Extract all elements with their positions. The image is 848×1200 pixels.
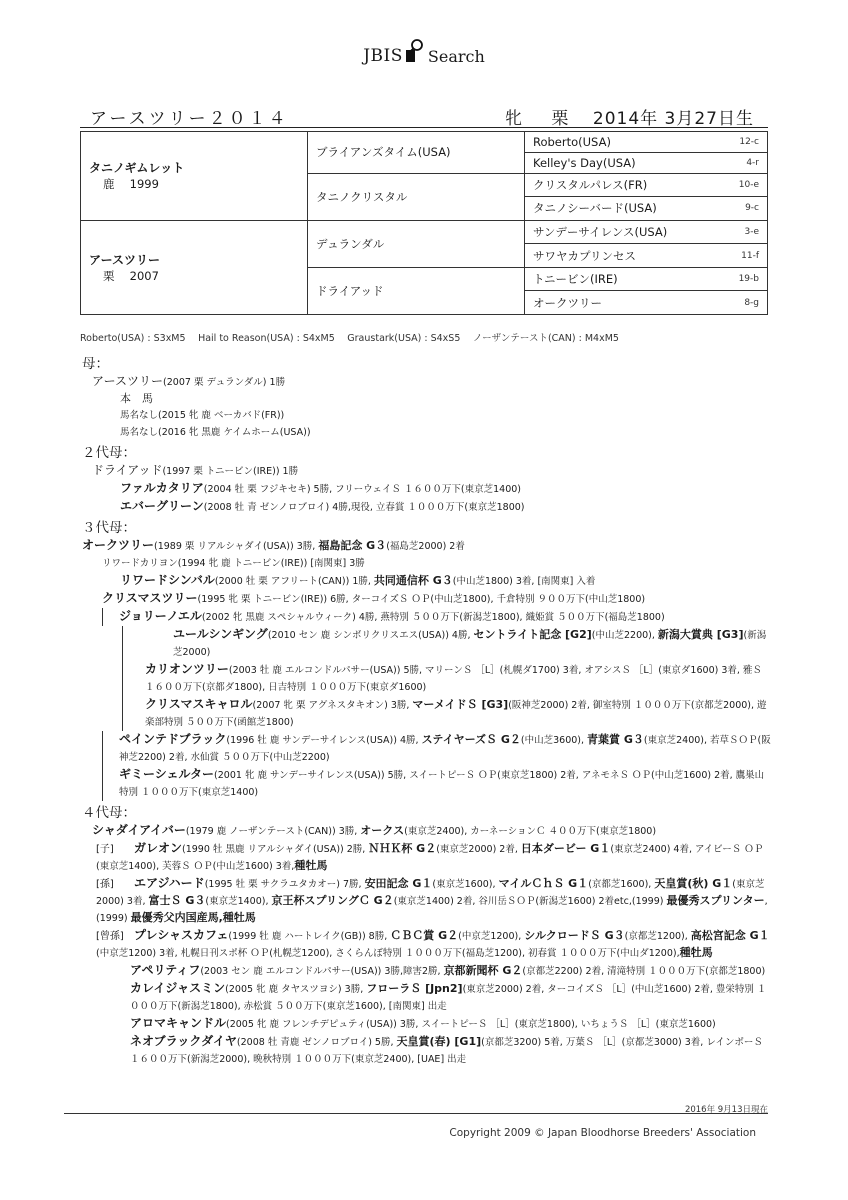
footer-rule [64, 1113, 768, 1114]
family-entry: ジョリーノエル(2002 牝 黒鹿 スペシャルウィーク) 4勝, 燕特別 ５００万下(新潟芝1800), 織姫賞 ５００万下(福島芝1800) [102, 608, 772, 626]
family-entry: リワードカリヨン(1994 牝 鹿 トニービン(IRE)) [南関東] 3勝 [102, 558, 365, 569]
family-entry: アペリティフ(2003 セン 鹿 エルコンドルパサー(USA)) 3勝,障害2勝, 京都新聞杯 G２(京都芝2200) 2着, 清滝特別 １０００万下(京都芝1800) [130, 963, 766, 977]
ggp-name: Kelley's Day(USA) [533, 155, 636, 170]
section-dam: 母： [82, 356, 109, 372]
ggp-name: サワヤカプリンセス [533, 248, 637, 263]
family-entry: ユールシンギング(2010 セン 鹿 シンボリクリスエス(USA)) 4勝, セントライト記念 [G2](中山芝2200), 新潟大賞典 [G3](新潟芝2000) [122, 626, 772, 661]
pedigree-table [80, 131, 768, 315]
ggp-cell-1 [525, 132, 768, 153]
family-entry: エバーグリーン(2008 牡 青 ゼンノロブロイ) 4勝,現役, 立春賞 １０００万下(東京芝1800) [120, 499, 525, 513]
family-number: 3-e [744, 226, 759, 237]
logo-word: Search [427, 47, 485, 66]
family-entry: アロマキャンドル(2005 牝 鹿 フレンチデピュティ(USA)) 3勝, スイートピーＳ ［L］(東京芝1800), いちょうＳ ［L］(東京芝1600) [130, 1016, 716, 1030]
dam-info: 栗 2007 [103, 268, 159, 283]
family-entry: ギミーシェルター(2001 牝 鹿 サンデーサイレンス(USA)) 5勝, スイートピーＳ ＯＰ(東京芝1800) 2着, アネモネＳ ＯＰ(中山芝1600) 2着, 鷹巣山特別 １０００万下(東京芝1400) [102, 766, 772, 801]
family-number: 19-b [738, 274, 759, 285]
sire-cell [81, 132, 308, 221]
ggp-name: サンデーサイレンス(USA) [533, 224, 668, 239]
section-second-dam: ２代母： [82, 445, 136, 461]
family-entry: 本 馬 [120, 392, 153, 405]
family-number: 4-r [746, 157, 759, 168]
family-number: 10-e [738, 179, 759, 190]
family-entry: ドライアッド(1997 栗 トニービン(IRE)) 1勝 [92, 463, 299, 477]
family-number: 9-c [745, 203, 759, 214]
ggp-cell-2 [525, 152, 768, 173]
dam-dam-cell: ドライアッド [308, 267, 525, 314]
jbis-search-logo [0, 40, 848, 66]
family-number: 12-c [739, 136, 759, 147]
family-entry: カリオンツリー(2003 牡 鹿 エルコンドルパサー(USA)) 5勝, マリーンＳ ［L］(札幌ダ1700) 3着, オアシスＳ ［L］(東京ダ1600) 3着, 雅Ｓ １６００万下(京都ダ1800), 日吉特別 １０００万下(東京ダ1600) [122, 661, 772, 696]
family-entry: [子] ガレオン(1990 牡 黒鹿 リアルシャダイ(USA)) 2勝, ＮＨＫ杯 G２(東京芝2000) 2着, 日本ダービー G１(東京芝2400) 4着, アイビーＳ ＯＰ(東京芝1400), 芙蓉Ｓ ＯＰ(中山芝1600) 3着,種牡馬 [96, 841, 764, 872]
family-number: 11-f [741, 250, 759, 261]
ggp-name: オークツリー [533, 295, 602, 310]
dam-cell [81, 220, 308, 314]
sire-info: 鹿 1999 [103, 177, 159, 192]
family-entry: リワードシンバル(2000 牡 栗 アフリート(CAN)) 1勝, 共同通信杯 G３(中山芝1800) 3着, [南関東] 入着 [120, 573, 596, 587]
ggp-cell-3 [525, 173, 768, 197]
family-entry: ファルカタリア(2004 牡 栗 フジキセキ) 5勝, フリーウェイＳ １６００万下(東京芝1400) [120, 481, 521, 495]
family-entry: オークツリー(1989 栗 リアルシャダイ(USA)) 3勝, 福島記念 G３(福島芝2000) 2着 [82, 538, 465, 552]
horse-sex-color: 牝 栗 [505, 109, 581, 129]
family-entry: ネオブラックダイヤ(2008 牡 青鹿 ゼンノロブロイ) 5勝, 天皇賞(春) [G1](京都芝3200) 5着, 万葉Ｓ ［L］(京都芝3000) 3着, レインボーＳ １６００万下(新潟芝2000), 晩秋特別 １０００万下(東京芝2400), [UAE] 出走 [130, 1034, 763, 1065]
ggp-cell-5 [525, 220, 768, 244]
dam-sire-cell: デュランダル [308, 220, 525, 267]
ggp-cell-7 [525, 267, 768, 291]
header-rule [80, 127, 768, 128]
family-entry: クリスマスキャロル(2007 牝 栗 アグネスタキオン) 3勝, マーメイドＳ [G3](阪神芝2000) 2着, 御室特別 １０００万下(京都芝2000), 遊楽部特別 ５００万下(函館芝1800) [122, 696, 772, 731]
family-number: 8-g [744, 297, 759, 308]
family-entry: クリスマスツリー(1995 牝 栗 トニービン(IRE)) 6勝, ターコイズＳ ＯＰ(中山芝1800), 千倉特別 ９００万下(中山芝1800) [102, 591, 646, 605]
ggp-name: トニービン(IRE) [533, 272, 618, 287]
family-entry: [孫] エアジハード(1995 牡 栗 サクラユタカオー) 7勝, 安田記念 G１(東京芝1600), マイルＣｈＳ G１(京都芝1600), 天皇賞(秋) G１(東京芝2000) 3着, 富士Ｓ G３(東京芝1400), 京王杯スプリングＣ G２(東京芝1400) 2着, 谷川岳ＳＯＰ(新潟芝1600) 2着etc,(1999) 最優秀スプリンター,(1999) 最優秀父内国産馬,種牡馬 [96, 876, 768, 924]
family-tree [82, 352, 772, 1068]
section-fourth-dam: ４代母： [82, 805, 136, 821]
ggp-name: クリスタルパレス(FR) [533, 177, 648, 192]
ggp-name: タニノシーバード(USA) [533, 201, 657, 216]
family-entry: シャダイアイバー(1979 鹿 ノーザンテースト(CAN)) 3勝, オークス(東京芝2400), カーネーションＣ ４００万下(東京芝1800) [92, 823, 657, 837]
family-entry: [曾孫] プレシャスカフェ(1999 牡 鹿 ハートレイク(GB)) 8勝, ＣＢＣ賞 G２(中京芝1200), シルクロードＳ G３(京都芝1200), 高松宮記念 G１(中京芝1200) 3着, 札幌日刊スポ杯 ＯＰ(札幌芝1200), さくらんぼ特別 １０００万下(福島芝1200), 初春賞 １０００万下(中山ダ1200),種牡馬 [96, 928, 770, 959]
ggp-cell-8 [525, 291, 768, 315]
sire-dam-cell: タニノクリスタル [308, 173, 525, 220]
as-of-date: 2016年 9月13日現在 [684, 1105, 768, 1115]
ggp-cell-4 [525, 197, 768, 221]
ggp-name: Roberto(USA) [533, 134, 611, 149]
sire-sire-cell: ブライアンズタイム(USA) [308, 132, 525, 174]
horse-name: アースツリー２０１４ [90, 109, 289, 129]
horse-header [80, 102, 760, 129]
family-entry: ペインテドブラック(1996 牡 鹿 サンデーサイレンス(USA)) 4勝, ステイヤーズＳ G２(中山芝3600), 青葉賞 G３(東京芝2400), 若草ＳＯＰ(阪神芝2200) 2着, 水仙賞 ５００万下(中山芝2200) [102, 731, 772, 766]
section-third-dam: ３代母： [82, 520, 136, 536]
family-entry: 馬名なし(2016 牝 黒鹿 ケイムホーム(USA)) [120, 427, 311, 438]
family-entry: アースツリー(2007 栗 デュランダル) 1勝 [92, 374, 286, 388]
sire-name: タニノギムレット [89, 161, 185, 176]
horse-birthdate: 2014年 3月27日生 [592, 109, 754, 129]
copyright: Copyright 2009 © Japan Bloodhorse Breeders' Association [449, 1127, 756, 1139]
family-entry: カレイジャスミン(2005 牝 鹿 タヤスツヨシ) 3勝, フローラＳ [Jpn2](東京芝2000) 2着, ターコイズＳ ［L］(中山芝1600) 2着, 豊栄特別 １０００万下(新潟芝1800), 赤松賞 ５００万下(東京芝1600), [南関東] 出走 [130, 981, 767, 1012]
logo-brand: JBIS [363, 46, 403, 66]
family-entry: 馬名なし(2015 牝 鹿 ベーカバド(FR)) [120, 410, 285, 421]
dam-name: アースツリー [89, 252, 161, 267]
ggp-cell-6 [525, 244, 768, 268]
magnifier-icon [404, 40, 424, 66]
inbreeding-line: Roberto(USA) : S3xM5 Hail to Reason(USA) : S4xM5 Graustark(USA) : S4xS5 ノーザンテースト(CAN) : M4xM5 [80, 333, 619, 344]
